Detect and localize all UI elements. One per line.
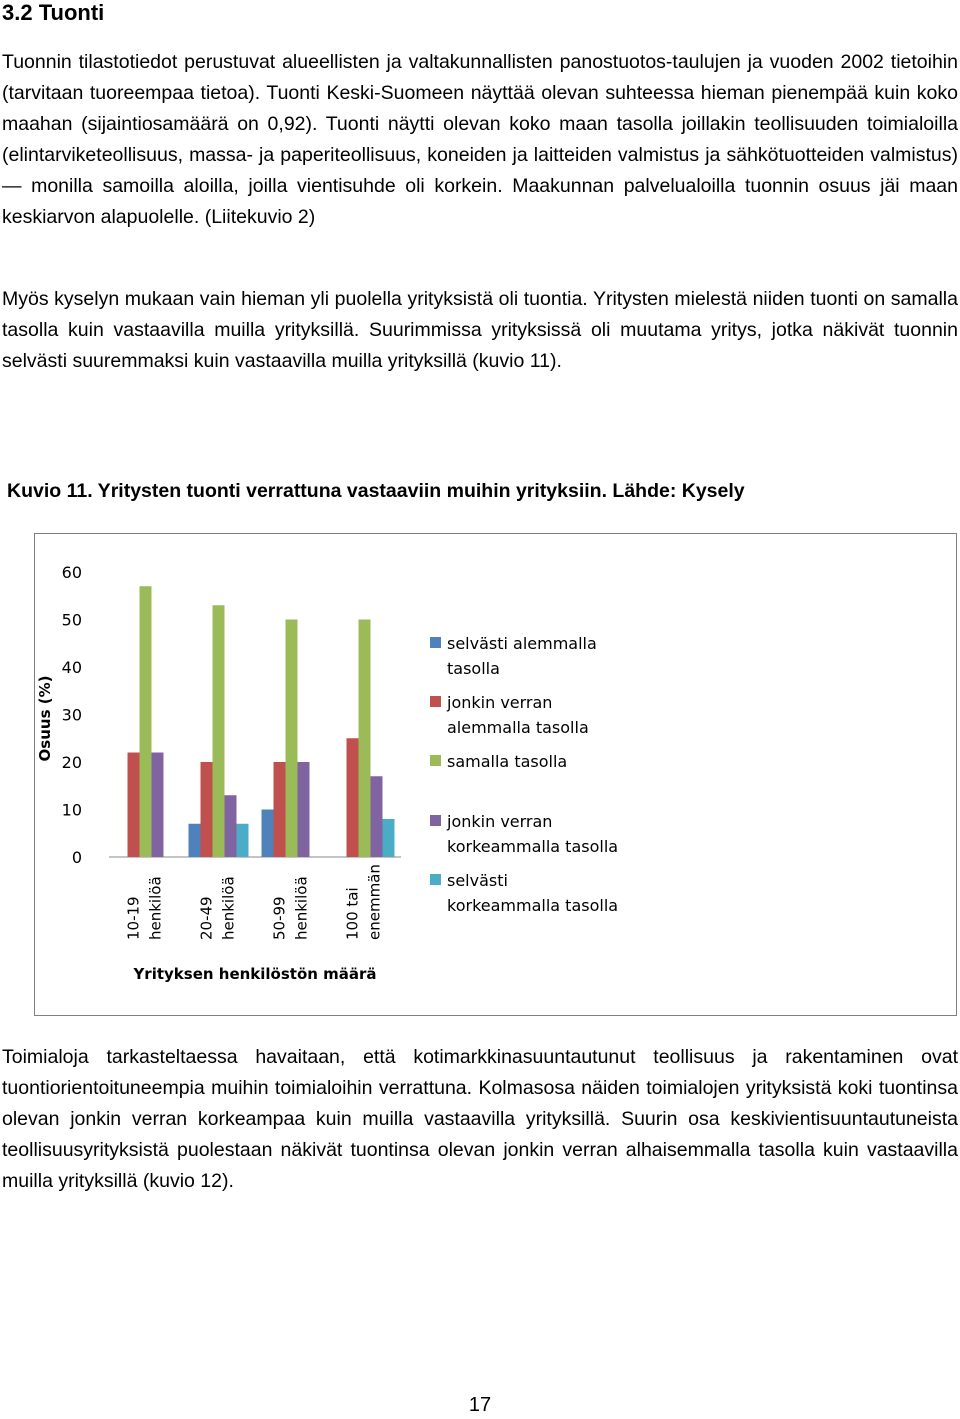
y-axis-title: Osuus (%) [36,675,54,762]
x-tick-label: 20-49 [197,896,216,940]
paragraph-tuonti-statistics [2,47,958,233]
x-tick-label: 100 tai [343,887,362,940]
paragraph-text: Myös kyselyn mukaan vain hieman yli puolella yrityksistä oli tuontia. Yritysten mielestä niiden tuonti on samalla tasolla kuin vastaavilla muilla yrityksillä. Suurimmissa yrityksissä oli muutama yritys, jotka näkivät tuonnin selvästi suuremmaksi kuin vastaavilla muilla yrityksillä (kuvio 11). [2,288,958,372]
legend-label: tasolla [447,659,500,678]
y-tick-label: 40 [61,658,82,677]
x-tick-label: henkilöä [219,876,238,940]
paragraph-survey-results [2,284,958,377]
paragraph-industry-analysis [2,1042,958,1197]
legend-label: jonkin verran [447,693,553,712]
section-title: 3.2 Tuonti [2,0,105,25]
x-axis-title: Yrityksen henkilöstön määrä [133,965,377,983]
y-tick-label: 30 [61,705,82,725]
legend-label: selvästi alemmalla [447,634,597,653]
y-tick-label: 10 [61,800,82,820]
y-tick-label: 50 [61,610,82,630]
x-tick-label: 50-99 [270,896,289,940]
figure-caption: Kuvio 11. Yritysten tuonti verrattuna vastaaviin muihin yrityksiin. Lähde: Kysely [7,480,745,502]
legend-label: selvästi [447,871,508,890]
legend-label: samalla tasolla [447,752,568,771]
legend-label: korkeammalla tasolla [447,896,619,915]
x-tick-label: enemmän [365,864,384,940]
paragraph-text: Tuonnin tilastotiedot perustuvat alueellisten ja valtakunnallisten panostuotos-taulujen ja vuoden 2002 tietoihin (tarvitaan tuoreempaa tietoa). Tuonti Keski-Suomeen näyttää olevan suhteessa hieman pienempää kuin koko maahan (sijaintiosamäärä on 0,92). Tuonti näytti olevan koko maan tasolla joillakin teollisuuden toimialoilla (elintarviketeollisuus, massa- ja paperiteollisuus, koneiden ja laitteiden valmistus ja sähkötuotteiden valmistus) — monilla samoilla aloilla, joilla vientisuhde oli korkein. Maakunnan palvelualoilla tuonnin osuus jäi maan keskiarvon alapuolelle. (Liitekuvio 2) [2,51,958,228]
y-tick-label: 0 [71,848,82,867]
y-tick-label: 60 [61,563,82,582]
paragraph-text: Toimialoja tarkasteltaessa havaitaan, että kotimarkkinasuuntautunut teollisuus ja rakentaminen ovat tuontiorientoituneempia muihin toimialoihin verrattuna. Kolmasosa näiden toimialojen yrityksistä koki tuontinsa olevan jonkin verran korkeampaa kuin muilla vastaavilla yrityksillä. Suurin osa keskivientisuuntautuneista teollisuusyrityksistä puolestaan näkivät tuontinsa olevan jonkin verran alhaisemmalla tasolla kuin vastaavilla muilla yrityksillä (kuvio 12). [2,1046,958,1192]
x-tick-label: henkilöä [146,876,165,940]
y-tick-label: 20 [61,753,82,772]
legend-label: korkeammalla tasolla [447,837,619,856]
x-tick-label: henkilöä [292,876,311,940]
legend-label: alemmalla tasolla [447,718,589,737]
x-tick-label: 10-19 [124,896,143,940]
legend-label: jonkin verran [447,812,553,831]
chart-frame [34,533,957,1016]
page-number: 17 [468,1394,492,1416]
